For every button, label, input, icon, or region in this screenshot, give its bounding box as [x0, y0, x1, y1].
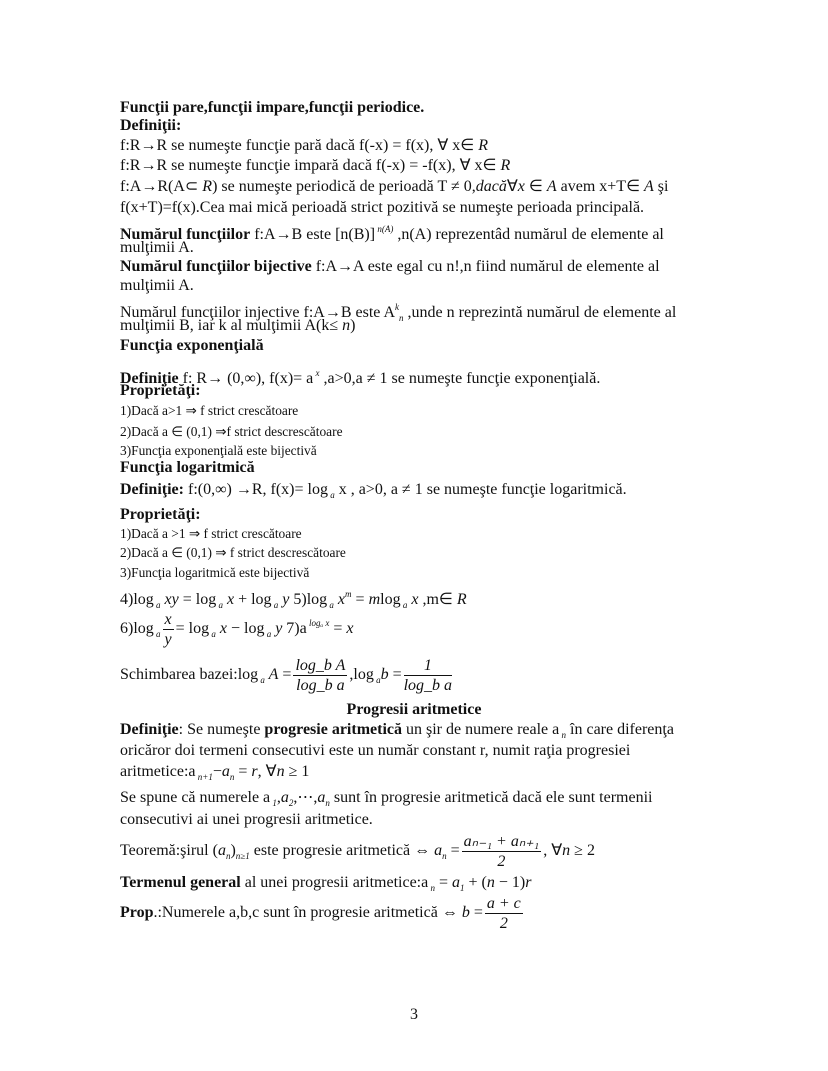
text: x	[215, 620, 227, 638]
text: =	[388, 666, 402, 684]
fraction-numerator: aₙ₋₁ + aₙ₊₁	[463, 833, 540, 850]
bold-text: Definiţie	[120, 721, 179, 738]
text: mulţimii B, iar k al mulţimii A(k≤	[120, 317, 343, 334]
fraction-denominator: log_b a	[403, 677, 453, 694]
text: aritmetice:a	[120, 763, 196, 780]
text: ,m∈	[418, 591, 457, 608]
subscript: a	[400, 600, 408, 610]
bold-text: Numărul funcţiilor	[120, 226, 251, 243]
text-line	[120, 762, 309, 787]
text: R	[456, 591, 467, 608]
text-line	[120, 116, 181, 136]
subscript: a	[264, 629, 272, 640]
text-line	[120, 894, 525, 933]
text: f:A→B este [n(B)]	[250, 226, 376, 243]
subscript: 1	[270, 798, 277, 808]
text: − log	[226, 620, 265, 638]
text-line	[120, 276, 194, 296]
fraction	[293, 656, 347, 695]
subscript: 2	[288, 798, 294, 808]
text-line	[120, 238, 194, 258]
text: r	[525, 874, 532, 891]
superscript: m	[345, 589, 352, 599]
text: n	[276, 763, 285, 780]
bold-text: Progresii aritmetice	[346, 701, 482, 718]
text-line	[120, 656, 454, 695]
superscript: x	[313, 368, 320, 378]
text: =	[329, 620, 347, 638]
superscript: k	[395, 302, 400, 312]
text-line	[120, 156, 510, 176]
text: ≥ 1	[284, 763, 310, 780]
text: log	[380, 591, 401, 608]
fraction-numerator: 1	[404, 656, 452, 676]
text: 2)Dacă a ∈ (0,1) ⇒f strict descrescătoare	[120, 424, 343, 439]
text-line	[120, 316, 355, 336]
text: a	[317, 789, 326, 806]
text: 1)Dacă a >1 ⇒ f strict crescătoare	[120, 526, 302, 541]
text: R	[202, 178, 213, 195]
text: a	[217, 842, 226, 860]
fraction-numerator: x	[164, 611, 172, 628]
subscript: n	[442, 851, 447, 862]
text: =	[234, 763, 252, 780]
text: în care diferenţa	[566, 721, 674, 738]
text: avem x+T∈	[556, 178, 645, 195]
text: mulţimii A.	[120, 239, 194, 256]
text-line	[120, 177, 668, 197]
text: ∈	[524, 178, 547, 195]
subscript: n	[399, 313, 404, 323]
fraction-denominator: y	[164, 631, 172, 648]
text: Se spune că numerele a	[120, 789, 271, 806]
text: =	[469, 904, 483, 922]
text: n	[486, 874, 495, 891]
text: f:R→R se numeşte funcţie impară dacă f(-x) = -f(x), ∀ x∈	[120, 157, 501, 174]
text: =	[278, 666, 292, 684]
text: ) se numeşte periodică de perioadă T ≠ 0,	[212, 178, 476, 195]
text: a	[452, 874, 460, 891]
text-line	[120, 832, 595, 871]
text: 3)Funcţia logaritmică este bijectivă	[120, 565, 310, 580]
text: 3)Funcţia exponenţială este bijectivă	[120, 443, 317, 458]
text: 4)log	[120, 591, 154, 608]
text: =	[434, 874, 452, 891]
text: ≥ 2	[570, 842, 595, 860]
text: n	[342, 317, 351, 334]
text-line	[120, 480, 627, 505]
text: + log	[234, 591, 272, 608]
text: x	[407, 591, 419, 608]
bold-text: Proprietăţi:	[120, 506, 201, 523]
text: a	[280, 789, 289, 806]
text-line	[120, 136, 488, 156]
text: A	[546, 178, 557, 195]
subscript: a	[258, 675, 265, 686]
text: + (	[464, 874, 487, 891]
text: =	[351, 591, 369, 608]
fraction-numerator: a + c	[486, 895, 521, 912]
text: f:R→R se numeşte funcţie pară dacă f(-x) = f(x), ∀ x∈	[120, 137, 479, 154]
text: ,	[276, 789, 281, 806]
text: f(x+T)=f(x).Cea mai mică perioadă strict pozitivă se numeşte perioada principală.	[120, 199, 645, 216]
text: y	[278, 591, 290, 608]
text: x	[517, 178, 525, 195]
text-line	[120, 422, 343, 442]
text: =	[446, 842, 460, 860]
text: ∀	[506, 178, 518, 195]
text-line	[120, 741, 630, 761]
text: )	[230, 842, 236, 860]
text: : Se numeşte	[178, 721, 265, 738]
text: dacă	[475, 178, 507, 195]
subscript: n	[225, 851, 231, 862]
text: f:(0,∞) →R, f(x)= log	[183, 481, 328, 498]
subscript: n	[325, 798, 330, 808]
text-line	[120, 257, 660, 277]
fraction-numerator: log_b A	[295, 657, 346, 674]
text: A	[264, 666, 279, 684]
text-line	[120, 336, 264, 356]
text-line	[120, 524, 302, 544]
bold-text: Definiţie:	[120, 481, 184, 498]
text: a	[434, 842, 443, 860]
text-line	[120, 381, 201, 401]
fraction	[462, 832, 542, 871]
text: 6)log	[120, 620, 154, 638]
text: )	[350, 317, 356, 334]
text-line	[120, 610, 354, 649]
bold-text: Termenul general	[120, 874, 241, 891]
subscript: 1	[460, 883, 465, 893]
subscript: n+1	[195, 772, 213, 782]
subscript: a	[327, 600, 334, 610]
superscript: logₐ x	[306, 618, 330, 629]
text: x	[333, 591, 346, 608]
text: x , a>0, a ≠ 1 se numeşte funcţie logaritmică.	[334, 481, 627, 498]
text-line	[120, 198, 644, 218]
text-line	[120, 219, 664, 245]
subscript: a	[153, 629, 161, 640]
text: x	[222, 591, 235, 608]
text: Schimbarea bazei:log	[120, 666, 259, 684]
text: R	[500, 157, 511, 174]
text: consecutivi ai unei progresii aritmetice.	[120, 811, 373, 828]
text: = log	[175, 620, 210, 638]
text: −	[212, 763, 222, 780]
subscript: a	[153, 600, 161, 610]
subscript: n	[229, 772, 235, 782]
text: n	[562, 842, 571, 860]
subscript: a	[373, 675, 381, 686]
section-heading	[0, 700, 828, 720]
bold-text: Definiţii:	[120, 117, 182, 134]
text: .:Numerele a,b,c sunt în progresie aritmetică ⇔	[153, 904, 462, 922]
superscript: n(A)	[375, 224, 394, 234]
bold-text: Proprietăţi:	[120, 382, 201, 399]
text: Teoremă:şirul (	[120, 842, 218, 860]
text: Numărul funcţiilor injective f:A→B este A	[120, 304, 396, 321]
text: b	[461, 904, 470, 922]
bold-text: Numărul funcţiilor bijective	[120, 258, 312, 275]
text: = log	[178, 591, 217, 608]
text: ,a>0,a ≠ 1 se numeşte funcţie exponenţială.	[319, 370, 601, 387]
subscript: n	[559, 730, 567, 740]
fraction-denominator: 2	[499, 915, 508, 932]
text: − 1)	[494, 874, 526, 891]
text: 7)a	[282, 620, 307, 638]
text: , ∀	[257, 763, 277, 780]
text: b	[380, 666, 389, 684]
subscript: a	[271, 600, 279, 610]
text: f:A→R(A⊂	[120, 178, 203, 195]
text: al unei progresii aritmetice:a	[240, 874, 429, 891]
text: oricăror doi termeni consecutivi este un număr constant r, numit raţia progresiei	[120, 742, 631, 759]
text: este progresie aritmetică ⇔	[249, 842, 435, 860]
text: r	[251, 763, 258, 780]
fraction	[485, 894, 523, 933]
text: ,unde n reprezintă numărul de elemente al	[403, 304, 677, 321]
text: y	[271, 620, 283, 638]
subscript: a	[209, 629, 216, 640]
text: f:A→A este egal cu n!,n fiind numărul de elemente al	[311, 258, 660, 275]
text-line	[120, 401, 298, 421]
subscript: a	[327, 490, 335, 500]
text: mulţimii A.	[120, 277, 194, 294]
bold-text: Funcţia logaritmică	[120, 459, 255, 476]
text: a	[221, 763, 230, 780]
subscript: a	[216, 600, 223, 610]
text-line	[120, 543, 346, 563]
text: sunt în progresie aritmetică dacă ele sunt termenii	[329, 789, 653, 806]
bold-text: Funcţii pare,funcţii impare,funcţii periodice.	[120, 99, 425, 116]
text-line	[120, 505, 201, 525]
text: 1)Dacă a>1 ⇒ f strict crescătoare	[120, 403, 299, 418]
text: R	[478, 137, 489, 154]
fraction-denominator: log_b a	[296, 677, 345, 694]
text: şi	[653, 178, 669, 195]
page-number: 3	[410, 1006, 418, 1023]
text: xy	[160, 591, 179, 608]
text: , ∀	[543, 842, 563, 860]
fraction	[404, 656, 452, 695]
subscript: n	[428, 883, 435, 893]
text: 2)Dacă a ∈ (0,1) ⇒ f strict descrescătoare	[120, 545, 346, 560]
text: ,log	[349, 666, 374, 684]
bold-text: progresie aritmetică	[264, 721, 402, 738]
text: ,⋯,	[293, 789, 318, 806]
text-line	[120, 458, 255, 478]
fraction	[163, 610, 174, 649]
text: f: R→ (0,∞), f(x)= a	[178, 370, 314, 387]
text-line	[120, 810, 373, 830]
text-line	[120, 98, 424, 118]
text: ,n(A) reprezentâd numărul de elemente al	[393, 226, 664, 243]
text: m	[368, 591, 381, 608]
subscript: n≥1	[235, 851, 250, 862]
bold-text: Prop	[120, 904, 154, 922]
text-line	[120, 563, 309, 583]
bold-text: Funcţia exponenţială	[120, 337, 264, 354]
text: 5)log	[289, 591, 328, 608]
fraction-denominator: 2	[497, 853, 506, 870]
bold-text: Definiţie	[120, 370, 179, 387]
text: un şir de numere reale a	[402, 721, 560, 738]
text: x	[346, 620, 354, 638]
text: A	[644, 178, 654, 195]
